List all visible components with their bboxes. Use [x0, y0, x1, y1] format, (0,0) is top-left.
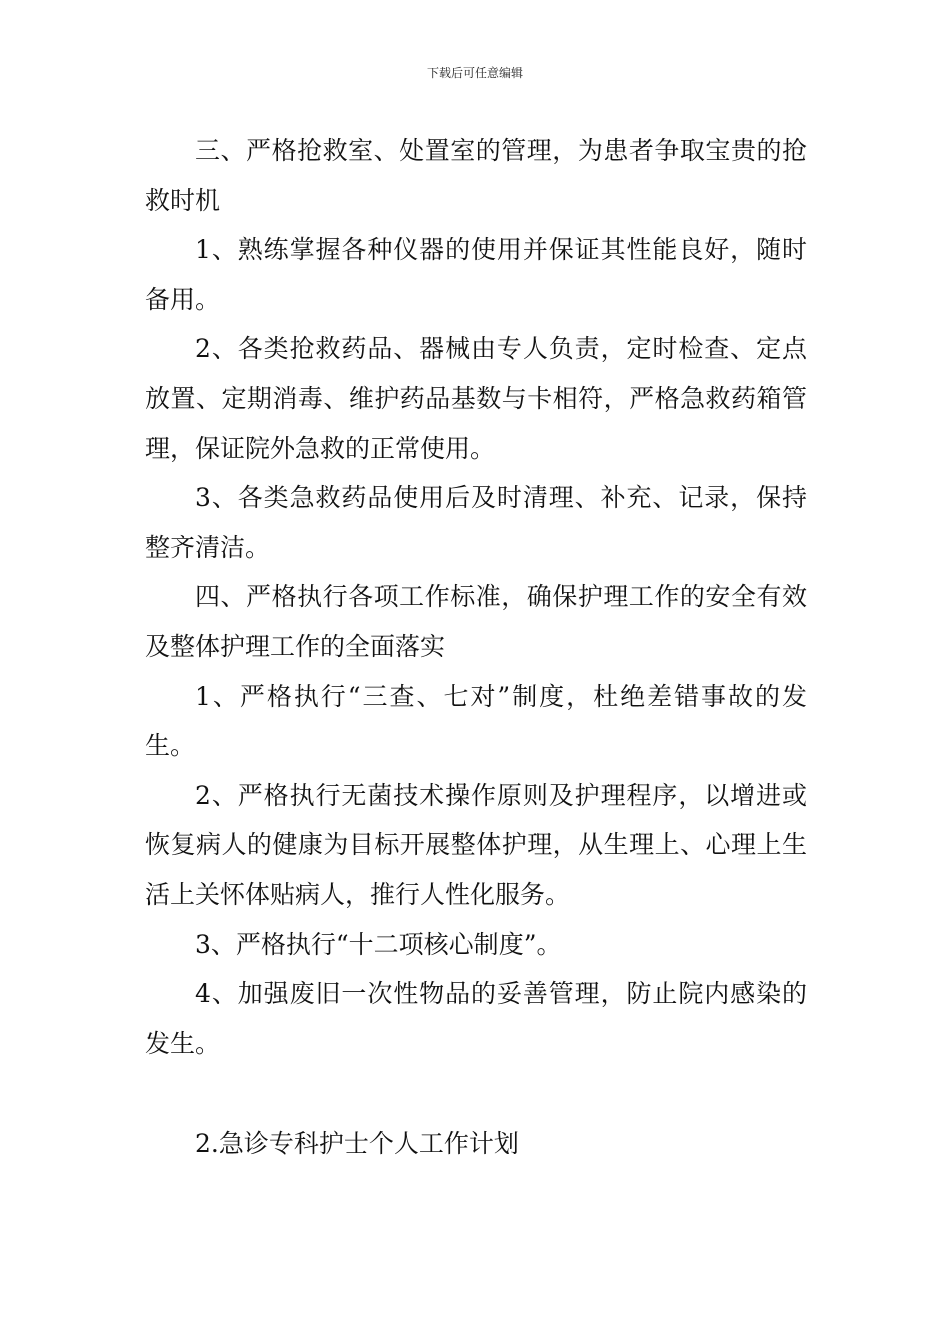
paragraph-item-1b: 1、严格执行“三查、七对”制度，杜绝差错事故的发生。	[145, 681, 807, 761]
page-header	[0, 64, 950, 82]
paragraph-section-three: 三、严格抢救室、处置室的管理，为患者争取宝贵的抢救时机	[145, 136, 807, 215]
paragraph-item-2: 2、各类抢救药品、器械由专人负责，定时检查、定点放置、定期消毒、维护药品基数与卡相符，严格急救药箱管理，保证院外急救的正常使用。	[145, 334, 807, 463]
document-body	[145, 126, 807, 1068]
paragraph-item-1: 1、熟练掌握各种仪器的使用并保证其性能良好，随时备用。	[145, 235, 807, 314]
section-title: 2.急诊专科护士个人工作计划	[195, 1129, 519, 1158]
paragraph-item-3b: 3、严格执行“十二项核心制度”。	[195, 929, 562, 959]
paragraph-section-four: 四、严格执行各项工作标准，确保护理工作的安全有效及整体护理工作的全面落实	[145, 582, 807, 661]
paragraph-item-2b: 2、严格执行无菌技术操作原则及护理程序，以增进或恢复病人的健康为目标开展整体护理，从生理上、心理上生活上关怀体贴病人，推行人性化服务。	[145, 780, 807, 909]
paragraph-item-4b: 4、加强废旧一次性物品的妥善管理，防止院内感染的发生。	[145, 979, 807, 1058]
header-note: 下载后可任意编辑	[426, 66, 523, 80]
paragraph-item-3: 3、各类急救药品使用后及时清理、补充、记录，保持整齐清洁。	[145, 483, 807, 562]
